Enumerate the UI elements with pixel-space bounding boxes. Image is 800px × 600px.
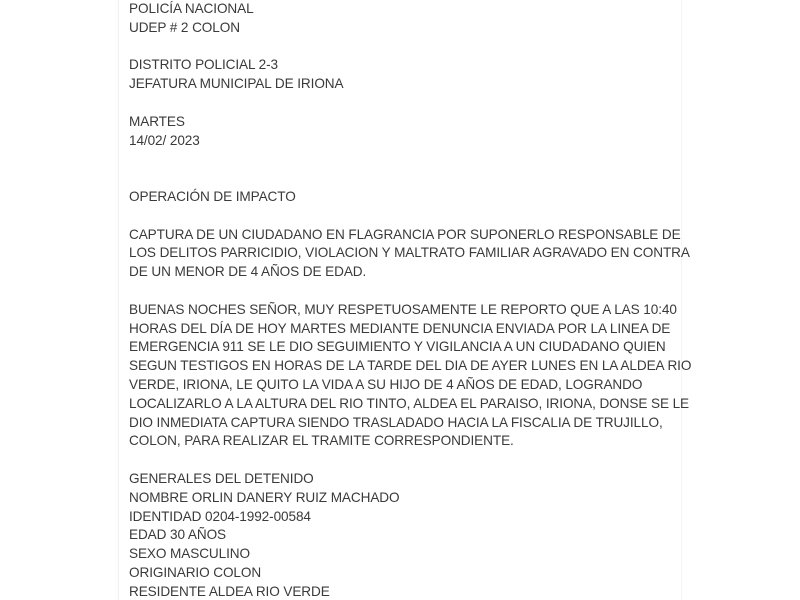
report-paragraph-line: COLON, PARA REALIZAR EL TRAMITE CORRESPONDIENTE. (129, 433, 514, 449)
report-paragraph-line: VERDE, IRIONA, LE QUITO LA VIDA A SU HIJO DE 4 AÑOS DE EDAD, LOGRANDO (129, 376, 643, 392)
spacer (129, 150, 689, 188)
office-name: JEFATURA MUNICIPAL DE IRIONA (129, 76, 344, 92)
report-paragraph-line: SEGUN TESTIGOS EN HORAS DE LA TARDE DEL DIA DE AYER LUNES EN LA ALDEA RIO (129, 358, 692, 374)
operation-title: OPERACIÓN DE IMPACTO (129, 188, 296, 204)
operation-summary-line: CAPTURA DE UN CIUDADANO EN FLAGRANCIA POR SUPONERLO RESPONSABLE DE (129, 226, 681, 242)
report-date: 14/02/ 2023 (129, 132, 200, 148)
report-paragraph-line: EMERGENCIA 911 SE LE DIO SEGUIMIENTO Y VIGILANCIA A UN CIUDADANO QUIEN (129, 339, 666, 355)
spacer (129, 451, 689, 470)
spacer (129, 282, 689, 301)
detainee-residence: RESIDENTE ALDEA RIO VERDE (129, 583, 330, 599)
institution-name: POLICÍA NACIONAL (129, 1, 254, 16)
detainee-age: EDAD 30 AÑOS (129, 527, 227, 543)
report-paragraph-line: BUENAS NOCHES SEÑOR, MUY RESPETUOSAMENTE LE REPORTO QUE A LAS 10:40 (129, 301, 677, 317)
operation-summary-line: DE UN MENOR DE 4 AÑOS DE EDAD. (129, 264, 367, 280)
report-paragraph-line: DIO INMEDIATA CAPTURA SIENDO TRASLADADO HACIA LA FISCALIA DE TRUJILLO, (129, 414, 663, 430)
spacer (129, 207, 689, 226)
spacer (129, 38, 689, 57)
detainee-origin: ORIGINARIO COLON (129, 564, 262, 580)
unit-name: UDEP # 2 COLON (129, 19, 240, 35)
detainee-id: IDENTIDAD 0204-1992-00584 (129, 508, 311, 524)
report-paragraph-line: LOCALIZARLO A LA ALTURA DEL RIO TINTO, ALDEA EL PARAISO, IRIONA, DONSE SE LE (129, 395, 690, 411)
report-body (129, 0, 692, 600)
report-weekday: MARTES (129, 113, 185, 129)
spacer (129, 94, 689, 113)
operation-summary-line: LOS DELITOS PARRICIDIO, VIOLACION Y MALTRATO FAMILIAR AGRAVADO EN CONTRA (129, 245, 690, 261)
district-name: DISTRITO POLICIAL 2-3 (129, 57, 278, 73)
detainee-heading: GENERALES DEL DETENIDO (129, 470, 314, 486)
detainee-name: NOMBRE ORLIN DANERY RUIZ MACHADO (129, 489, 400, 505)
detainee-sex: SEXO MASCULINO (129, 546, 250, 562)
report-paragraph-line: HORAS DEL DÍA DE HOY MARTES MEDIANTE DENUNCIA ENVIADA POR LA LINEA DE (129, 320, 671, 336)
